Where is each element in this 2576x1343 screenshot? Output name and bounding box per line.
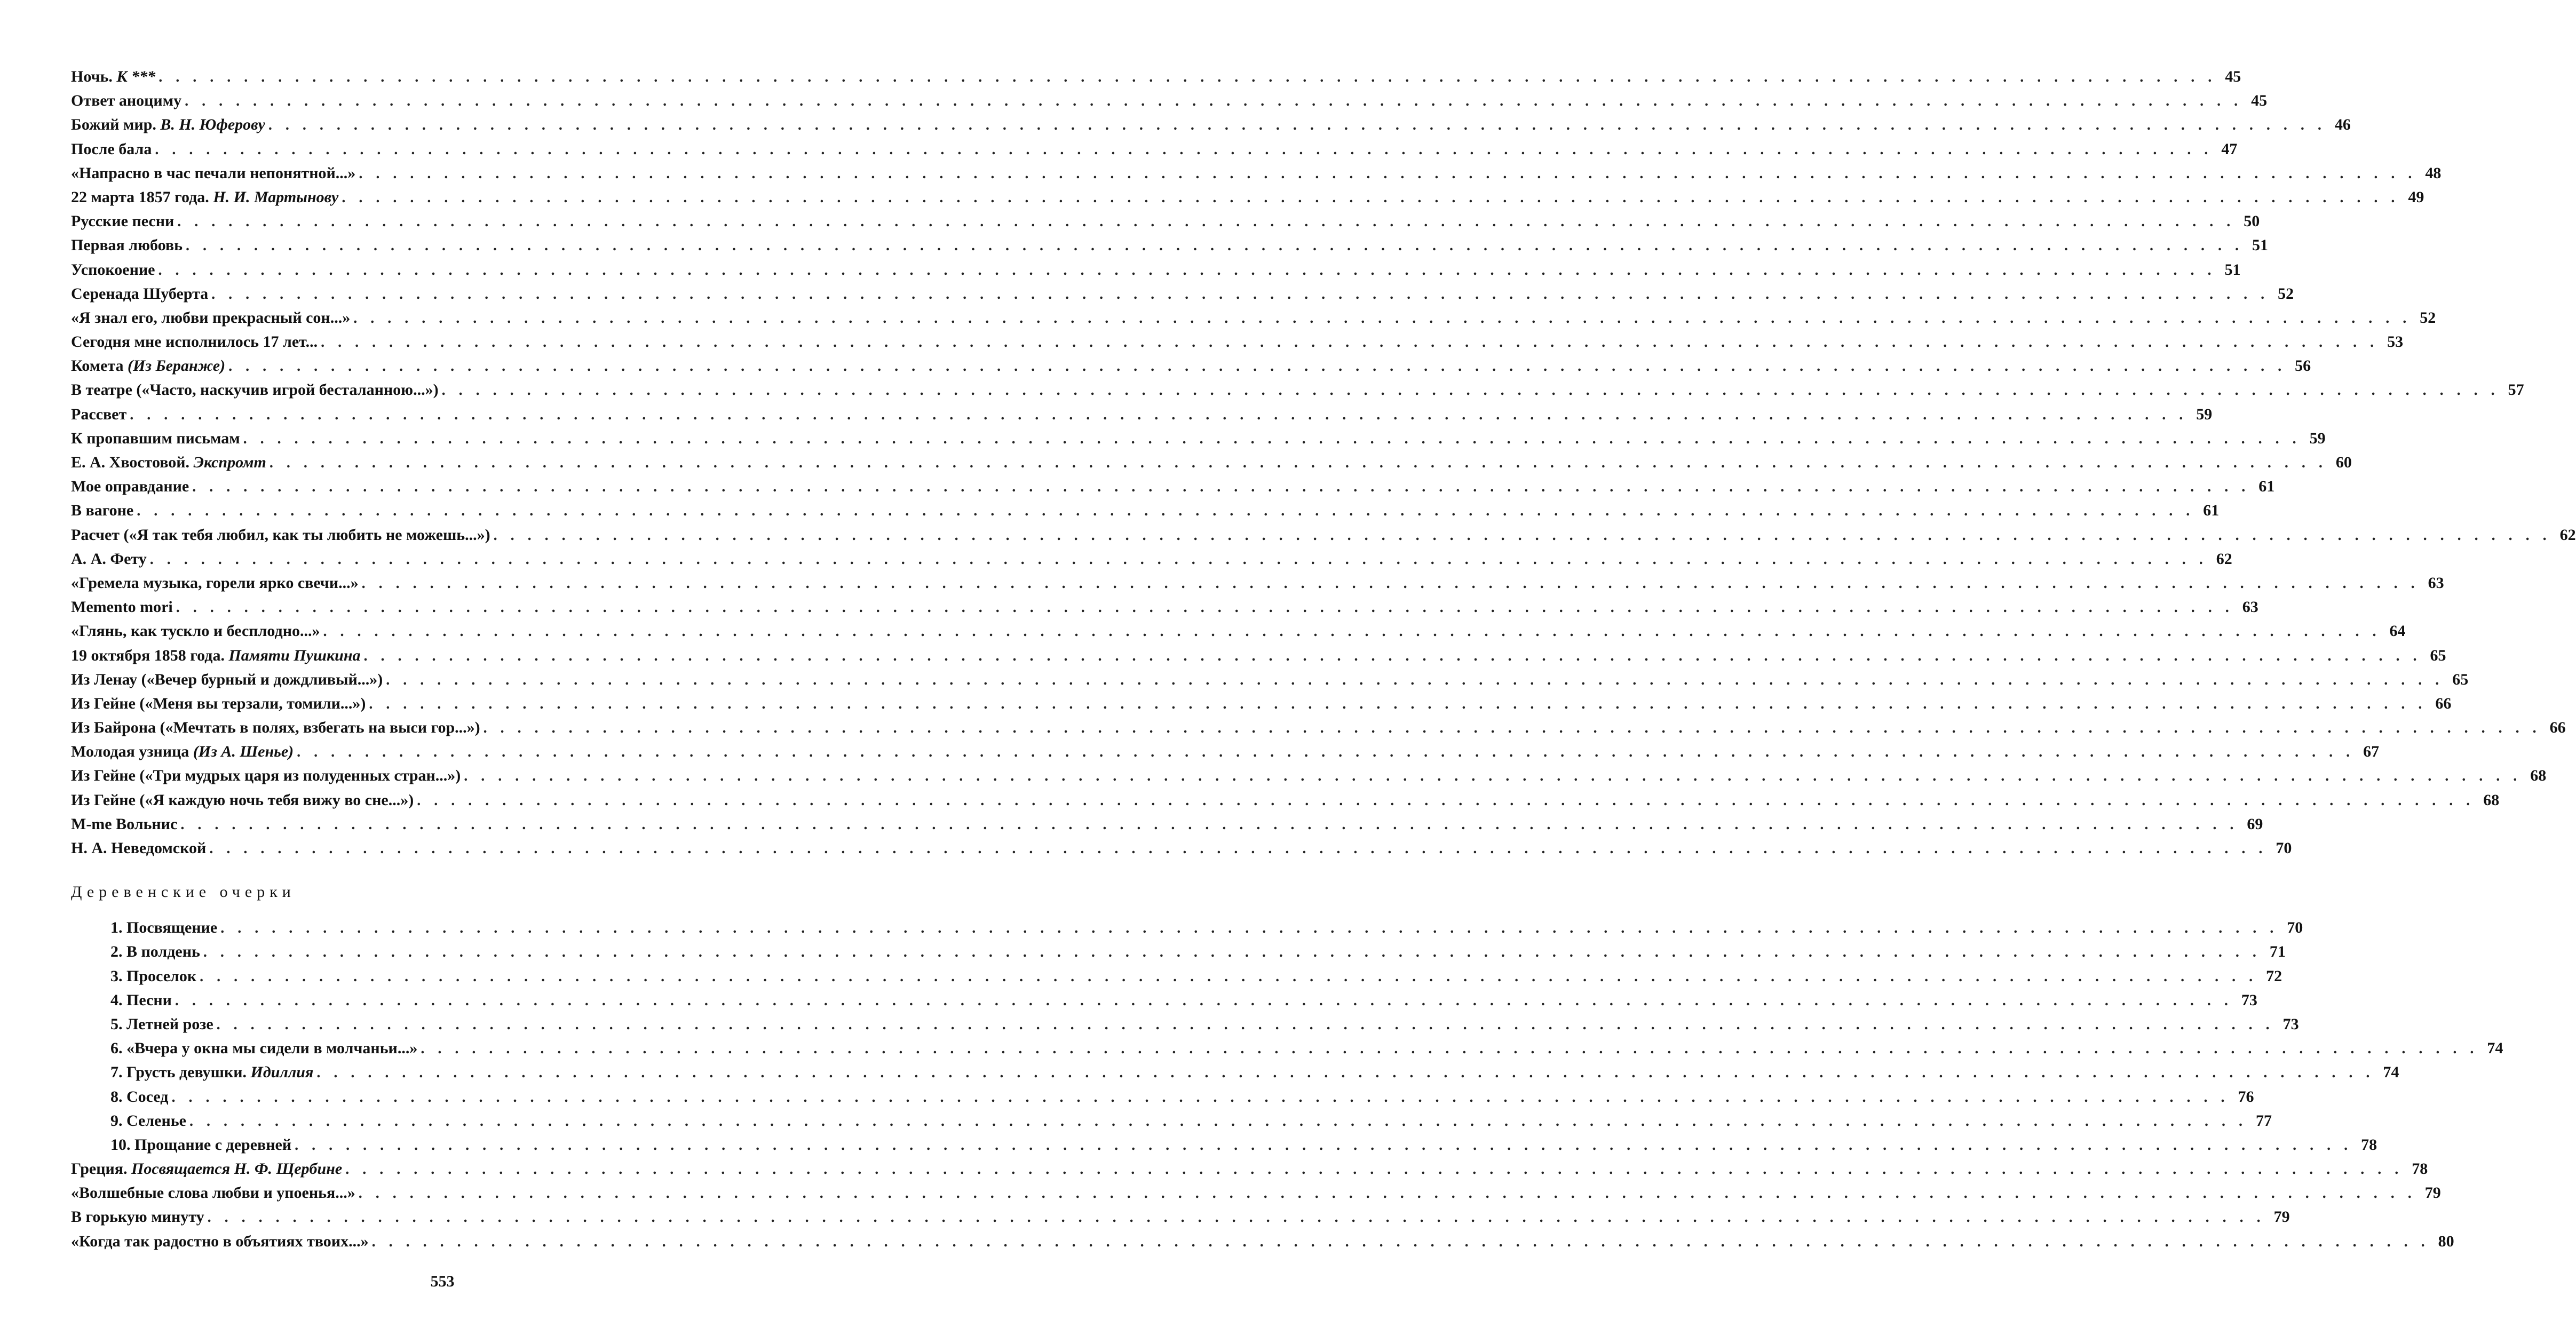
toc-entry-title-text: M-me Вольнис [71,815,178,833]
dot-leader [421,1039,2478,1058]
toc-entry-title [110,1063,313,1082]
section-heading: Деревенские очерки [71,883,296,901]
toc-entry-title [71,767,461,785]
toc-entry-title-italic: Памяти Пушкина [228,646,361,664]
toc-entry [71,839,2292,863]
toc-entry-page-number: 73 [2241,991,2257,1009]
toc-entry-title-italic: В. Н. Юферову [160,116,265,134]
dot-leader [359,164,2416,182]
toc-entry-title-text: Из Байрона («Мечтать в полях, взбегать на выси гор...») [71,719,480,737]
dot-leader [137,502,2194,520]
toc-entry-page-number: 50 [2244,212,2260,231]
toc-entry-title-text: Божий мир. [71,116,161,134]
toc-entry-page-number: 52 [2278,284,2294,303]
toc-entry-title-text: В горькую минуту [71,1208,204,1226]
toc-entry [71,188,2424,212]
toc-entry [71,991,2257,1015]
toc-entry-title [71,1208,204,1226]
dot-leader [208,1208,2265,1226]
toc-entry-title-text: 22 марта 1857 года. [71,188,213,206]
toc-entry-title-text: Мое оправдание [71,478,189,496]
toc-entry-title [71,454,266,472]
dot-leader [464,767,2522,785]
toc-entry-title-text: Рассвет [71,405,127,423]
toc-entry-title-text: Из Ленау («Вечер бурный и дождливый...») [71,670,383,688]
toc-entry [71,405,2213,430]
toc-entry [71,1063,2399,1087]
dot-leader [369,695,2427,713]
toc-entry-page-number: 74 [2487,1039,2503,1058]
toc-entry-title-italic: Идиллия [250,1063,314,1082]
toc-entry-title-text: Е. А. Хвостовой. [71,454,194,471]
toc-entry-page-number: 51 [2224,260,2241,279]
toc-entry [71,943,2286,967]
toc-group-poems-continued [71,1160,2454,1257]
toc-entry [71,1087,2254,1112]
toc-entry [71,1015,2299,1039]
toc-entry-title-text: «Я знал его, любви прекрасный сон...» [71,308,351,327]
toc-entry-title-text: После бала [71,140,152,158]
toc-entry-title-text: 5. Летней розе [110,1015,213,1033]
toc-entry-title [71,381,439,399]
toc-entry-page-number: 59 [2196,405,2213,423]
toc-entry [71,68,2241,92]
toc-entry [71,791,2500,815]
toc-entry-title-text: 10. Прощание с деревней [110,1135,292,1154]
toc-entry-title [71,1233,369,1251]
toc-entry-title-text: Комета [71,357,128,375]
toc-group-village-sketches [71,919,2503,1160]
toc-entry-page-number: 68 [2530,767,2547,785]
toc-entry-page-number: 60 [2335,454,2352,471]
toc-entry-page-number: 49 [2408,188,2424,206]
toc-entry-title [71,430,240,448]
toc-entry-title [110,1015,213,1034]
dot-leader [180,815,2238,833]
dot-leader [158,68,2216,86]
toc-entry-title-text: Первая любовь [71,236,183,255]
dot-leader [176,598,2234,616]
toc-entry-title-text: В театре («Часто, наскучив игрой бесталанною...») [71,381,439,399]
dot-leader [417,791,2475,809]
toc-entry-title-text: 7. Грусть девушки. [110,1063,251,1082]
dot-leader [494,526,2551,544]
toc-entry-title [110,1136,291,1154]
toc-entry-page-number: 45 [2225,68,2241,85]
dot-leader [217,1015,2274,1034]
dot-leader [130,406,2187,424]
toc-entry-title-text: В вагоне [71,502,134,520]
toc-entry-title-italic: Посвящается Н. Ф. Щербине [131,1160,343,1178]
toc-entry-title-text: 9. Селенье [110,1111,186,1130]
toc-entry-title-text: Из Гейне («Я каждую ночь тебя вижу во сне...») [71,791,414,809]
dot-leader [270,454,2327,472]
dot-leader [353,309,2411,327]
page-number: 553 [430,1273,455,1290]
toc-entry [71,1184,2441,1208]
toc-entry-title-text: Из Гейне («Меня вы терзали, томили...») [71,694,366,712]
dot-leader [359,1184,2416,1202]
toc-entry-title [71,791,414,809]
toc-entry [71,1160,2428,1184]
toc-entry-title [110,1088,168,1106]
toc-entry-title [71,357,225,375]
toc-entry-page-number: 45 [2251,92,2268,110]
toc-entry [71,454,2352,478]
toc-entry-title [71,622,320,640]
toc-entry-title [71,309,350,327]
toc-entry-page-number: 57 [2508,381,2524,399]
toc-entry-title-text: 6. «Вчера у окна мы сидели в молчаньи...» [110,1039,418,1058]
toc-entry-title-text: Н. А. Неведомской [71,839,207,857]
toc-entry-title-text: А. А. Фету [71,550,147,568]
dot-leader [211,285,2269,303]
toc-entry-title-italic: К *** [116,68,156,85]
dot-leader [342,188,2399,206]
toc-entry-title-text: Memento mori [71,598,173,616]
dot-leader [362,574,2420,592]
dot-leader [442,381,2500,399]
toc-entry-page-number: 62 [2216,550,2232,568]
toc-entry [71,260,2241,285]
dot-leader [243,430,2301,448]
dot-leader [321,333,2379,351]
toc-entry-title-italic: Экспромт [193,454,266,471]
toc-entry-page-number: 73 [2282,1015,2299,1033]
toc-entry-page-number: 46 [2334,116,2351,134]
dot-leader [177,212,2235,231]
toc-entry [71,1232,2454,1257]
toc-entry-page-number: 62 [2559,526,2576,544]
toc-entry [71,1111,2272,1136]
toc-entry-title [71,743,294,761]
toc-entry-title [71,550,147,568]
toc-entry-page-number: 74 [2383,1063,2399,1082]
toc-entry-page-number: 80 [2438,1232,2454,1250]
toc-entry-page-number: 66 [2435,694,2452,712]
toc-entry [71,333,2404,357]
toc-entry [71,670,2469,695]
table-of-contents [71,68,2576,1257]
toc-entry-page-number: 67 [2363,743,2380,761]
toc-entry-title-text: Ночь. [71,68,117,85]
dot-leader [186,236,2244,255]
toc-entry-page-number: 65 [2452,670,2469,688]
toc-entry [71,284,2294,309]
toc-entry-page-number: 70 [2287,919,2303,937]
dot-leader [316,1063,2374,1082]
toc-entry-title [71,68,155,86]
toc-entry-title [110,943,200,961]
toc-entry-page-number: 63 [2242,598,2258,616]
toc-entry-title [71,188,338,206]
toc-entry-page-number: 78 [2412,1160,2428,1178]
toc-entry [71,919,2303,943]
toc-entry-page-number: 59 [2309,429,2326,447]
toc-entry-title [71,164,355,182]
toc-entry [71,550,2232,574]
toc-entry-page-number: 53 [2387,333,2404,351]
toc-entry-title [71,116,265,134]
toc-entry-title [71,406,126,424]
toc-entry-title [71,236,183,255]
dot-leader [171,1088,2229,1106]
toc-entry-title [71,574,359,592]
toc-entry-page-number: 48 [2425,164,2442,182]
toc-entry-title-italic: (Из А. Шенье) [193,743,294,761]
toc-entry [71,502,2220,526]
toc-entry [71,429,2326,454]
toc-entry-title [71,839,206,857]
toc-entry-title [71,1160,342,1178]
toc-entry-title [71,647,361,665]
toc-entry-title-text: 19 октября 1858 года. [71,646,229,664]
toc-entry [71,236,2268,260]
toc-entry-title-text: 3. Проселок [110,967,197,985]
toc-entry-title-italic: (Из Беранже) [128,357,226,375]
toc-entry-page-number: 61 [2258,478,2275,496]
toc-entry-title-text: Греция. [71,1160,131,1178]
toc-entry-title [71,212,174,231]
toc-entry-title-text: 8. Сосед [110,1087,169,1106]
toc-entry-page-number: 71 [2269,943,2286,961]
toc-entry [71,1039,2503,1063]
toc-entry [71,308,2436,333]
toc-entry-title [71,526,490,544]
toc-entry-page-number: 78 [2361,1135,2377,1154]
toc-entry [71,622,2406,646]
toc-entry-title [71,92,181,110]
dot-leader [295,1136,2352,1154]
toc-entry [71,767,2547,791]
dot-leader [372,1233,2430,1251]
toc-entry-title-text: Успокоение [71,260,155,279]
toc-entry-title-text: 4. Песни [110,991,172,1009]
toc-entry-page-number: 66 [2549,719,2566,737]
toc-entry-page-number: 79 [2424,1184,2441,1202]
toc-entry [71,743,2380,767]
toc-entry-title-text: «Глянь, как тускло и бесплодно...» [71,622,320,640]
toc-entry-page-number: 47 [2221,140,2238,158]
dot-leader [150,550,2208,568]
toc-entry-title [71,598,173,616]
toc-entry-page-number: 70 [2276,839,2292,857]
dot-leader [345,1160,2403,1178]
toc-entry-title-text: Ответ аноциму [71,92,182,110]
toc-entry [71,164,2442,188]
toc-entry-page-number: 61 [2203,502,2220,520]
dot-leader [200,967,2257,986]
toc-entry-title-italic: Н. И. Мартынову [213,188,339,206]
dot-leader [209,839,2267,857]
toc-entry [71,574,2444,598]
toc-entry [71,212,2260,236]
toc-entry [71,478,2275,502]
toc-entry [71,1135,2377,1160]
toc-entry-title [71,502,133,520]
toc-entry-title-text: «Напрасно в час печали непонятной...» [71,164,356,182]
toc-entry-page-number: 65 [2430,646,2446,664]
toc-entry-title [71,333,318,351]
toc-entry [71,598,2258,622]
toc-entry-title-text: «Гремела музыка, горели ярко свечи...» [71,574,359,592]
toc-entry-page-number: 69 [2247,815,2263,833]
toc-entry [71,694,2452,719]
toc-entry [71,116,2351,140]
toc-entry [71,1208,2290,1232]
dot-leader [364,647,2422,665]
toc-entry [71,357,2311,381]
toc-entry [71,719,2566,743]
toc-entry-title-text: Из Гейне («Три мудрых царя из полуденных стран...») [71,767,461,785]
dot-leader [220,919,2278,937]
toc-entry-title [71,478,189,496]
toc-entry-title [71,719,480,737]
toc-entry-title [71,1184,355,1202]
dot-leader [386,671,2444,689]
toc-entry-title-text: 1. Посвящение [110,919,218,937]
dot-leader [203,943,2261,961]
toc-entry-title [71,815,177,833]
toc-entry-title-text: «Волшебные слова любви и упоенья...» [71,1184,355,1202]
toc-entry-title [71,140,152,158]
toc-entry-page-number: 77 [2255,1111,2272,1130]
toc-entry [71,140,2238,164]
toc-entry-title-text: К пропавшим письмам [71,429,240,447]
toc-entry-page-number: 79 [2273,1208,2290,1226]
toc-entry [71,967,2282,991]
dot-leader [268,116,2326,134]
toc-entry-title-text: Русские песни [71,212,175,231]
toc-entry-title [110,1112,186,1130]
dot-leader [158,261,2216,279]
dot-leader [297,743,2355,761]
toc-entry [71,381,2524,405]
toc-entry-title [71,261,155,279]
dot-leader [323,622,2381,640]
toc-entry-page-number: 64 [2389,622,2406,640]
toc-entry-title-text: Серенада Шуберта [71,284,209,303]
toc-entry-page-number: 51 [2252,236,2268,255]
toc-entry-page-number: 52 [2420,308,2436,327]
toc-entry-title [110,1039,417,1058]
dot-leader [484,719,2541,737]
toc-entry [71,646,2446,671]
toc-entry [71,526,2576,550]
toc-entry-page-number: 76 [2238,1087,2254,1106]
toc-entry-page-number: 68 [2483,791,2500,809]
dot-leader [228,357,2286,375]
toc-entry-title-text: Сегодня мне исполнилось 17 лет... [71,333,318,351]
toc-entry-title [71,695,366,713]
toc-entry-title-text: «Когда так радостно в объятиях твоих...» [71,1232,369,1250]
dot-leader [155,140,2213,158]
toc-group-poems [71,68,2576,863]
toc-entry [71,92,2268,116]
toc-entry-title-text: Расчет («Я так тебя любил, как ты любить не можешь...») [71,526,490,544]
toc-entry-title [110,991,172,1010]
toc-entry [71,815,2263,839]
toc-entry-page-number: 72 [2266,967,2282,985]
toc-entry-title [110,919,217,937]
toc-entry-title [71,285,208,303]
toc-entry-page-number: 56 [2295,357,2311,375]
dot-leader [189,1112,2247,1130]
dot-leader [175,991,2233,1010]
toc-entry-title-text: Молодая узница [71,743,193,761]
toc-entry-page-number: 63 [2428,574,2444,592]
toc-entry-title [110,967,196,986]
dot-leader [192,478,2250,496]
dot-leader [185,92,2242,110]
toc-entry-title-text: 2. В полдень [110,943,200,961]
toc-entry-title [71,671,383,689]
